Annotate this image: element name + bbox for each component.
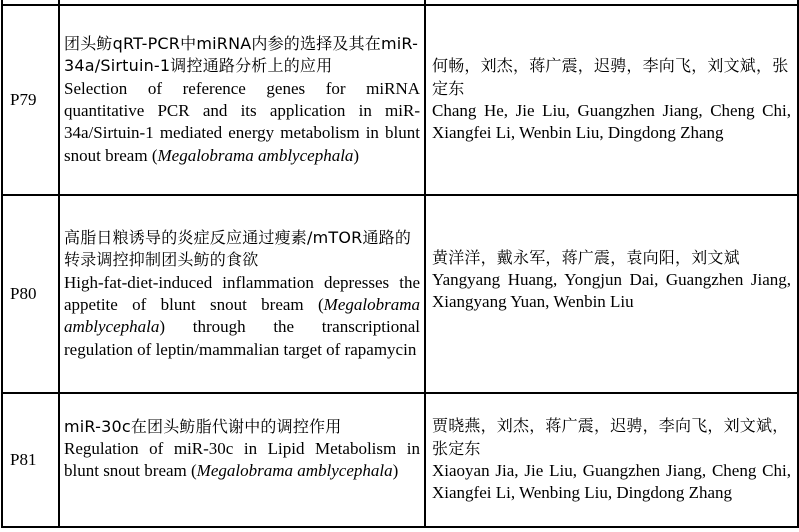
- paper-title-en-tail: ): [353, 145, 360, 165]
- authors-zh: 贾晓燕，刘杰，蒋广震，迟骋，李向飞，刘文斌，张定东: [432, 416, 789, 458]
- paper-title-zh: 高脂日粮诱导的炎症反应通过瘦素/mTOR通路的转录调控抑制团头鲂的食欲: [64, 228, 412, 270]
- paper-code: P80: [2, 195, 59, 393]
- table-row: [2, 393, 798, 527]
- cell-spacer: [64, 482, 420, 504]
- authors-en: Xiaoyan Jia, Jie Liu, Guangzhen Jiang, Cheng Chi, Xiangfei Li, Wenbing Liu, Dingdong Zhang: [432, 461, 791, 503]
- paper-title-en-text: Regulation of miR-30c in Lipid Metabolism in blunt snout bream (: [64, 438, 420, 481]
- paper-title-cell: [59, 5, 425, 195]
- species-name: Megalobrama amblycephala: [196, 461, 393, 481]
- species-name: Megalobrama amblycephala: [64, 295, 420, 337]
- paper-title-cell: [59, 195, 425, 393]
- authors-cell: [425, 195, 798, 393]
- paper-code: P79: [2, 5, 59, 195]
- authors-zh: 何畅，刘杰，蒋广震，迟骋，李向飞，刘文斌，张定东: [432, 56, 789, 98]
- paper-title-zh: 团头鲂qRT-PCR中miRNA内参的选择及其在miR-34a/Sirtuin-1调控通路分析上的应用: [64, 34, 419, 76]
- paper-title-en-tail: ): [392, 461, 399, 481]
- publications-table: [1, 0, 799, 528]
- authors-cell: [425, 5, 798, 195]
- species-name: Megalobrama amblycephala: [157, 145, 354, 165]
- table-row: [2, 5, 798, 195]
- paper-title-cell: [59, 393, 425, 527]
- paper-title-en: [64, 78, 420, 167]
- paper-title-zh: miR-30c在团头鲂脂代谢中的调控作用: [64, 416, 342, 436]
- paper-title-en-text: Selection of reference genes for miRNA quantitative PCR and its application in miR-34a/Sirtuin-1 mediated energy metabolism in blunt snout bream (: [64, 78, 420, 165]
- authors-en: Chang He, Jie Liu, Guangzhen Jiang, Cheng Chi, Xiangfei Li, Wenbin Liu, Dingdong Zhang: [432, 101, 791, 143]
- table-row: [2, 195, 798, 393]
- cell-spacer: [432, 313, 791, 341]
- paper-title-en-text: High-fat-diet-induced inflammation depresses the appetite of blunt snout bream (: [64, 272, 420, 314]
- authors-en: Yangyang Huang, Yongjun Dai, Guangzhen Jiang, Xiangyang Yuan, Wenbin Liu: [432, 269, 791, 312]
- paper-title-en: [64, 438, 420, 483]
- paper-code: P81: [2, 393, 59, 527]
- paper-title-en-tail: ) through the transcriptional regulation of leptin/mammalian target of rapamycin: [64, 317, 420, 359]
- authors-cell: [425, 393, 798, 527]
- authors-zh: 黄洋洋，戴永军，蒋广震，袁向阳，刘文斌: [432, 247, 740, 267]
- paper-title-en: [64, 272, 420, 361]
